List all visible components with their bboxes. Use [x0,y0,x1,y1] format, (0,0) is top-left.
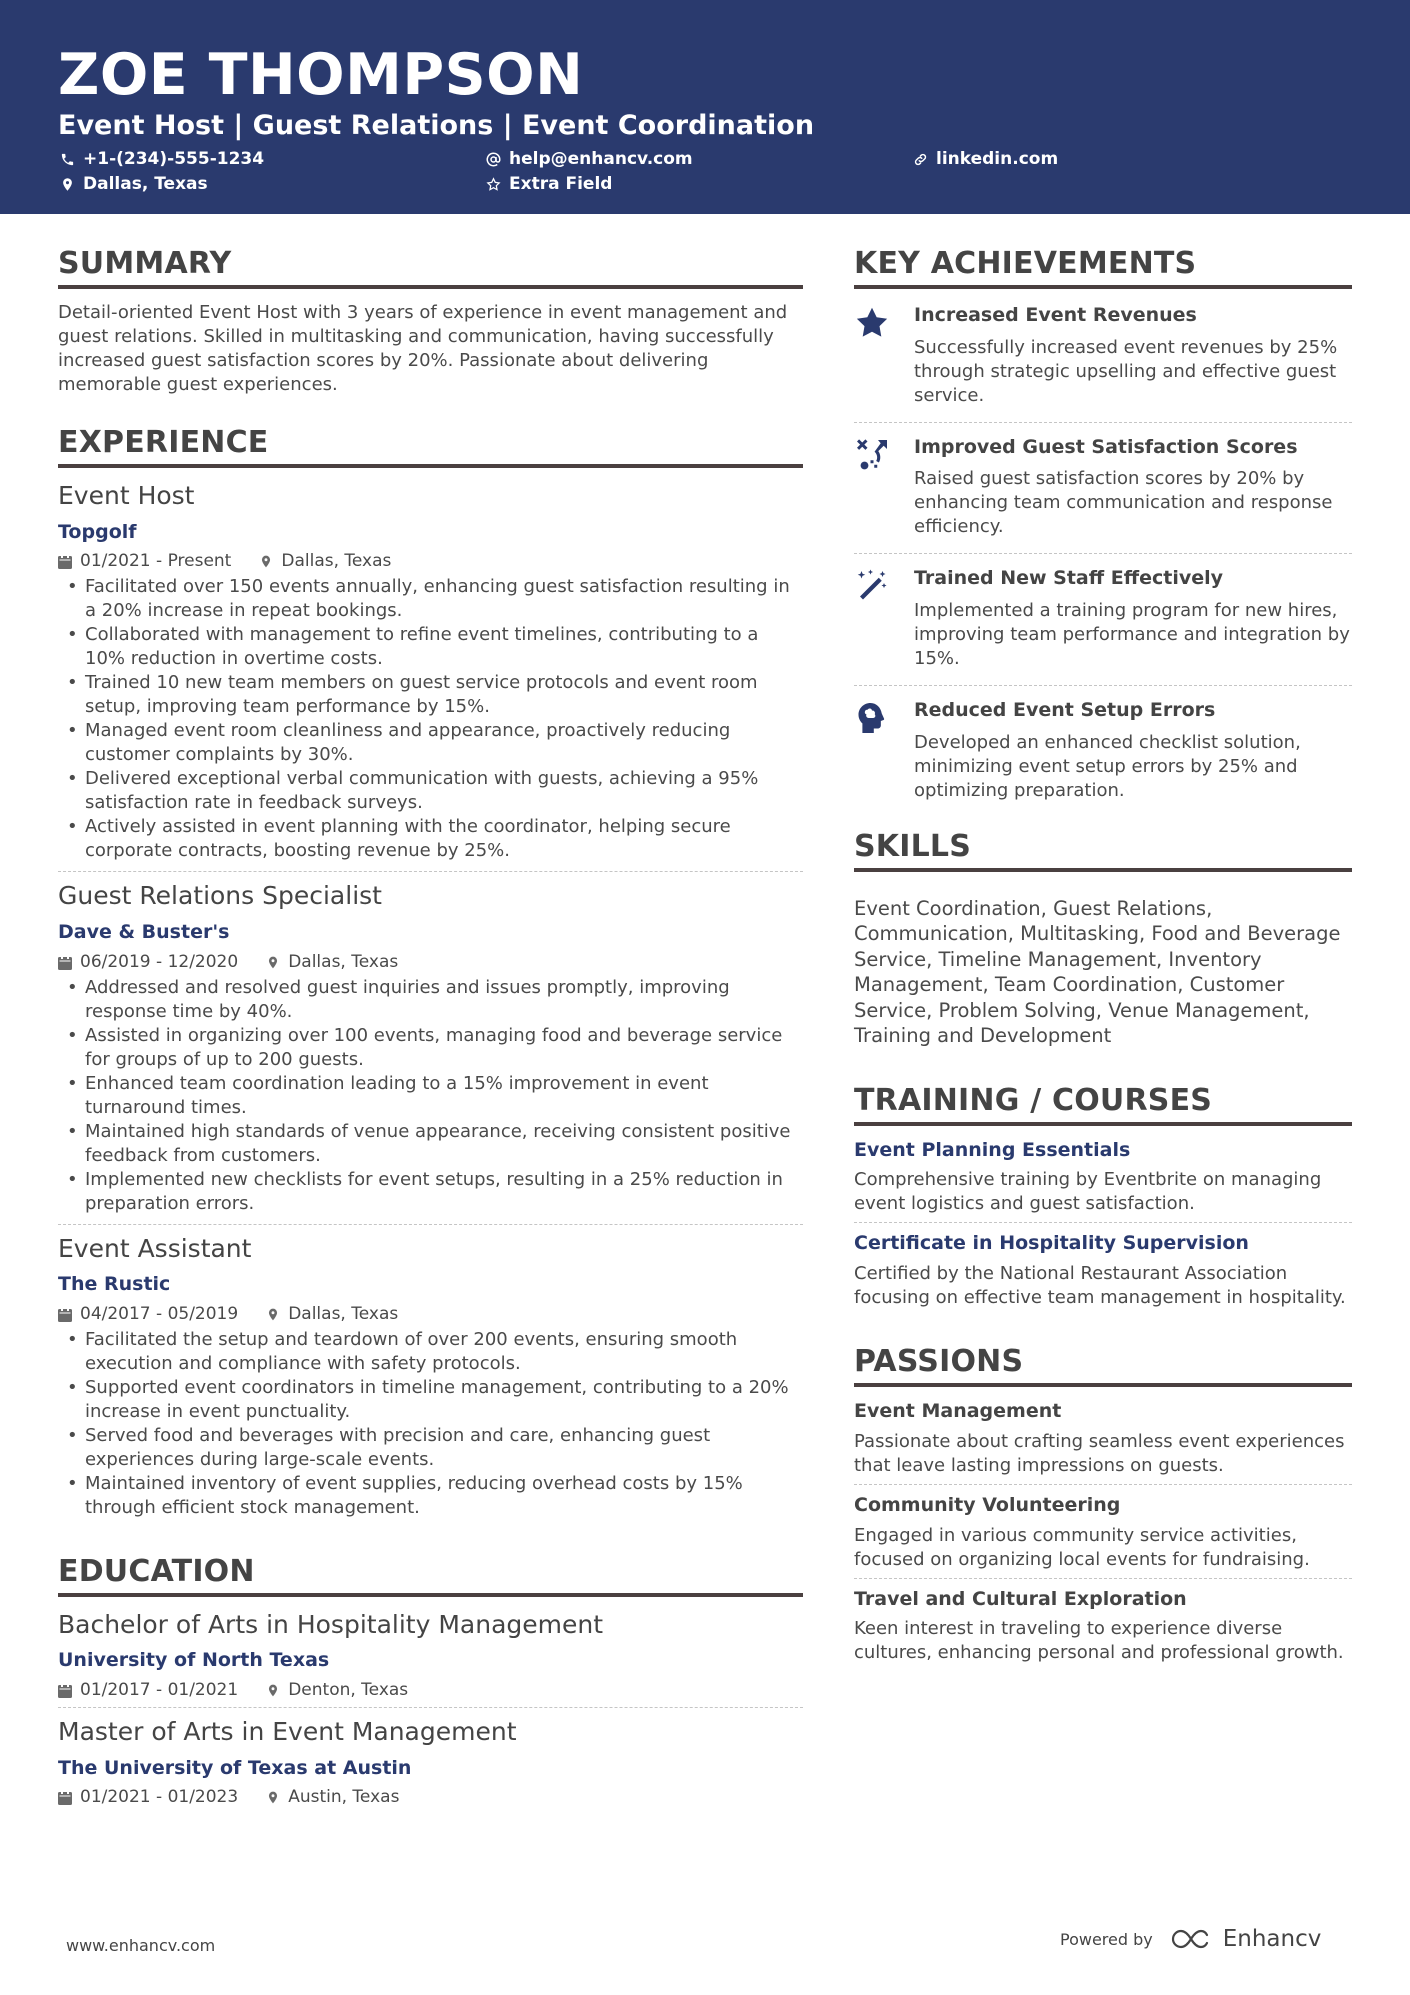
passion-divider [854,1578,1352,1579]
bullet-item: • Facilitated over 150 events annually, enhancing guest satisfaction resulting in a 20% increase in repeat bookings. [58,575,803,623]
achievement-content [914,566,1352,671]
company-name: The Rustic [58,1273,171,1296]
right-column [854,246,1352,1665]
achievement-item [854,433,1352,548]
passion-title: Community Volunteering [854,1493,1121,1516]
skills-section [854,829,1352,1049]
summary-section [58,246,803,397]
experience-heading: EXPERIENCE [58,425,803,468]
achievement-title: Improved Guest Satisfaction Scores [914,435,1298,458]
bullet-item: • Facilitated the setup and teardown of over 200 events, ensuring smooth execution and compliance with safety protocols. [58,1328,803,1376]
job-location [259,553,391,570]
passion-item [854,1493,1352,1572]
linkedin-text: linkedin.com [936,149,1059,169]
calendar-icon [58,1790,72,1805]
job-meta [58,553,803,570]
job-meta [58,951,803,972]
bullet-item: • Managed event room cleanliness and appearance, proactively reducing customer complaints by 30%. [58,719,803,767]
achievement-text: Successfully increased event revenues by 25% through strategic upselling and effective guest service. [914,336,1338,406]
passion-title: Event Management [854,1400,1062,1423]
job-location-text: Dallas, Texas [288,1303,399,1324]
passion-text: Engaged in various community service activities, focused on organizing local events for fundraising. [854,1524,1310,1570]
course-item [854,1138,1352,1217]
calendar-icon [58,955,72,970]
passions-section [854,1344,1352,1665]
achievement-title: Trained New Staff Effectively [914,567,1224,590]
passions-heading: PASSIONS [854,1344,1352,1387]
training-section [854,1083,1352,1310]
job-location-text: Dallas, Texas [281,551,392,572]
bullet-item: • Assisted in organizing over 100 events, managing food and beverage service for groups of up to 200 guests. [58,1024,803,1072]
achievement-icon-wrap [854,698,914,803]
course-text: Certified by the National Restaurant Association focusing on effective team management in hospitality. [854,1263,1346,1309]
star-outline-icon [486,177,501,192]
experience-entry [58,880,803,1215]
entry-divider [58,1707,803,1708]
experience-section [58,425,803,1520]
achievement-icon-wrap [854,303,914,408]
head-brain-icon [854,700,890,736]
education-dates-text: 01/2017 - 01/2021 [80,1680,239,1701]
experience-entry [58,1233,803,1520]
job-bullets [58,1328,803,1520]
job-dates [58,1303,239,1324]
course-text: Comprehensive training by Eventbrite on managing event logistics and guest satisfaction. [854,1169,1322,1215]
enhancv-logo-icon [1171,1927,1215,1951]
entry-divider [58,1224,803,1225]
job-dates [58,553,231,570]
bullet-item: • Delivered exceptional verbal communication with guests, achieving a 95% satisfaction rate in feedback surveys. [58,767,803,815]
education-location [266,1789,399,1806]
job-dates-text: 04/2017 - 05/2019 [80,1303,239,1324]
degree-title: Bachelor of Arts in Hospitality Management [58,1609,604,1639]
strategy-icon [854,437,890,473]
bullet-item: • Maintained high standards of venue appearance, receiving consistent positive feedback from customers. [58,1120,803,1168]
entry-divider [58,871,803,872]
link-icon [913,152,928,167]
footer-branding [1060,1926,1321,1952]
magic-wand-icon [854,568,890,604]
star-icon [854,305,890,341]
powered-by-text: Powered by [1060,1929,1153,1949]
at-icon [486,152,501,167]
bullet-item: • Enhanced team coordination leading to a 15% improvement in event turnaround times. [58,1072,803,1120]
bullet-item: • Implemented new checklists for event setups, resulting in a 25% reduction in preparation errors. [58,1168,803,1216]
bullet-item: • Maintained inventory of event supplies, reducing overhead costs by 15% through efficient stock management. [58,1472,803,1520]
bullet-item: • Addressed and resolved guest inquiries and issues promptly, improving response time by 40%. [58,976,803,1024]
extra-text: Extra Field [509,174,613,194]
school-name: University of North Texas [58,1649,330,1672]
achievement-text: Implemented a training program for new hires, improving team performance and integration by 15%. [914,600,1350,670]
achievement-content [914,435,1352,540]
education-entry [58,1716,803,1806]
bullet-item: • Collaborated with management to refine event timelines, contributing to a 10% reduction in overtime costs. [58,623,803,671]
contact-extra [486,176,612,193]
achievement-item [854,301,1352,416]
achievement-item [854,564,1352,679]
email-text: help@enhancv.com [509,149,693,169]
left-column [58,246,803,1806]
location-text: Dallas, Texas [83,174,208,194]
footer-website[interactable]: www.enhancv.com [66,1936,216,1955]
education-location-text: Austin, Texas [288,1787,400,1808]
skills-text: Event Coordination, Guest Relations, Communication, Multitasking, Food and Beverage Service, Timeline Management, Inventory Management, Team Coordination, Customer Service, Problem Solving, Venue Management, Training and Development [854,896,1341,1048]
course-title: Certificate in Hospitality Supervision [854,1232,1249,1255]
training-heading: TRAINING / COURSES [854,1083,1352,1126]
achievement-divider [854,422,1352,423]
location-pin-icon [60,177,75,192]
achievement-title: Reduced Event Setup Errors [914,699,1216,722]
passion-text: Keen interest in traveling to experience diverse cultures, enhancing personal and professional growth. [854,1618,1344,1664]
location-pin-icon [266,1790,280,1805]
achievement-divider [854,685,1352,686]
candidate-name: ZOE THOMPSON [58,42,584,108]
achievement-text: Developed an enhanced checklist solution, minimizing event setup errors by 25% and optimizing preparation. [914,731,1301,801]
education-section [58,1554,803,1807]
job-bullets [58,976,803,1216]
achievement-icon-wrap [854,435,914,540]
achievement-divider [854,553,1352,554]
degree-title: Master of Arts in Event Management [58,1717,517,1747]
experience-entry [58,480,803,863]
job-title: Guest Relations Specialist [58,881,382,911]
job-title: Event Host [58,481,195,510]
location-pin-icon [266,1683,280,1698]
bullet-item: • Actively assisted in event planning with the coordinator, helping secure corporate contracts, boosting revenue by 25%. [58,815,803,863]
education-meta [58,1682,803,1699]
summary-heading: SUMMARY [58,246,803,289]
achievement-content [914,303,1352,408]
bullet-item: • Trained 10 new team members on guest service protocols and event room setup, improving team performance by 15%. [58,671,803,719]
job-bullets [58,575,803,863]
brand-logo[interactable] [1171,1926,1322,1952]
achievement-icon-wrap [854,566,914,671]
education-dates-text: 01/2021 - 01/2023 [80,1787,239,1808]
phone-icon [60,152,75,167]
location-pin-icon [266,1307,280,1322]
summary-text: Detail-oriented Event Host with 3 years of experience in event management and guest relations. Skilled in multitasking and communication, having successfully increased guest satisfaction scores by 20%. Passionate about delivering memorable guest experiences. [58,302,788,395]
job-location [266,1303,399,1324]
education-dates [58,1789,238,1806]
achievement-text: Raised guest satisfaction scores by 20% by enhancing team communication and response efficiency. [914,468,1333,538]
location-pin-icon [259,554,273,569]
brand-name: Enhancv [1222,1926,1322,1952]
education-meta [58,1789,803,1806]
location-pin-icon [266,955,280,970]
calendar-icon [58,1307,72,1322]
job-location-text: Dallas, Texas [288,951,399,972]
job-dates [58,951,239,972]
achievements-heading: KEY ACHIEVEMENTS [854,246,1352,289]
phone-text: +1-(234)-555-1234 [83,149,265,169]
passion-title: Travel and Cultural Exploration [854,1587,1187,1610]
passion-text: Passionate about crafting seamless event experiences that leave lasting impressions on guests. [854,1430,1345,1476]
school-name: The University of Texas at Austin [58,1756,412,1779]
bullet-item: • Served food and beverages with precision and care, enhancing guest experiences during large-scale events. [58,1424,803,1472]
job-location [266,951,399,972]
achievement-title: Increased Event Revenues [914,304,1197,326]
course-title: Event Planning Essentials [854,1138,1131,1161]
calendar-icon [58,1683,72,1698]
education-heading: EDUCATION [58,1554,803,1597]
passion-item [854,1399,1352,1478]
achievements-section [854,246,1352,811]
education-entry [58,1609,803,1699]
education-location-text: Denton, Texas [288,1680,409,1701]
contact-phone[interactable] [60,151,264,168]
skills-heading: SKILLS [854,829,1352,872]
education-location [266,1682,408,1699]
passion-item [854,1587,1352,1666]
company-name: Dave & Buster's [58,920,230,943]
bullet-item: • Supported event coordinators in timeline management, contributing to a 20% increase in event punctuality. [58,1376,803,1424]
job-meta [58,1303,803,1324]
candidate-title: Event Host | Guest Relations | Event Coordination [58,110,815,141]
achievement-item [854,696,1352,811]
job-title: Event Assistant [58,1233,252,1263]
company-name: Topgolf [58,520,137,543]
resume-header [0,0,1410,214]
course-item [854,1231,1352,1310]
calendar-icon [58,554,72,569]
job-dates-text: 06/2019 - 12/2020 [80,951,239,972]
passion-divider [854,1484,1352,1485]
achievement-content [914,698,1352,803]
contact-linkedin[interactable] [913,151,1058,168]
course-divider [854,1222,1352,1223]
job-dates-text: 01/2021 - Present [80,551,232,572]
education-dates [58,1682,238,1699]
contact-email[interactable] [486,151,693,168]
contact-location [60,176,208,193]
